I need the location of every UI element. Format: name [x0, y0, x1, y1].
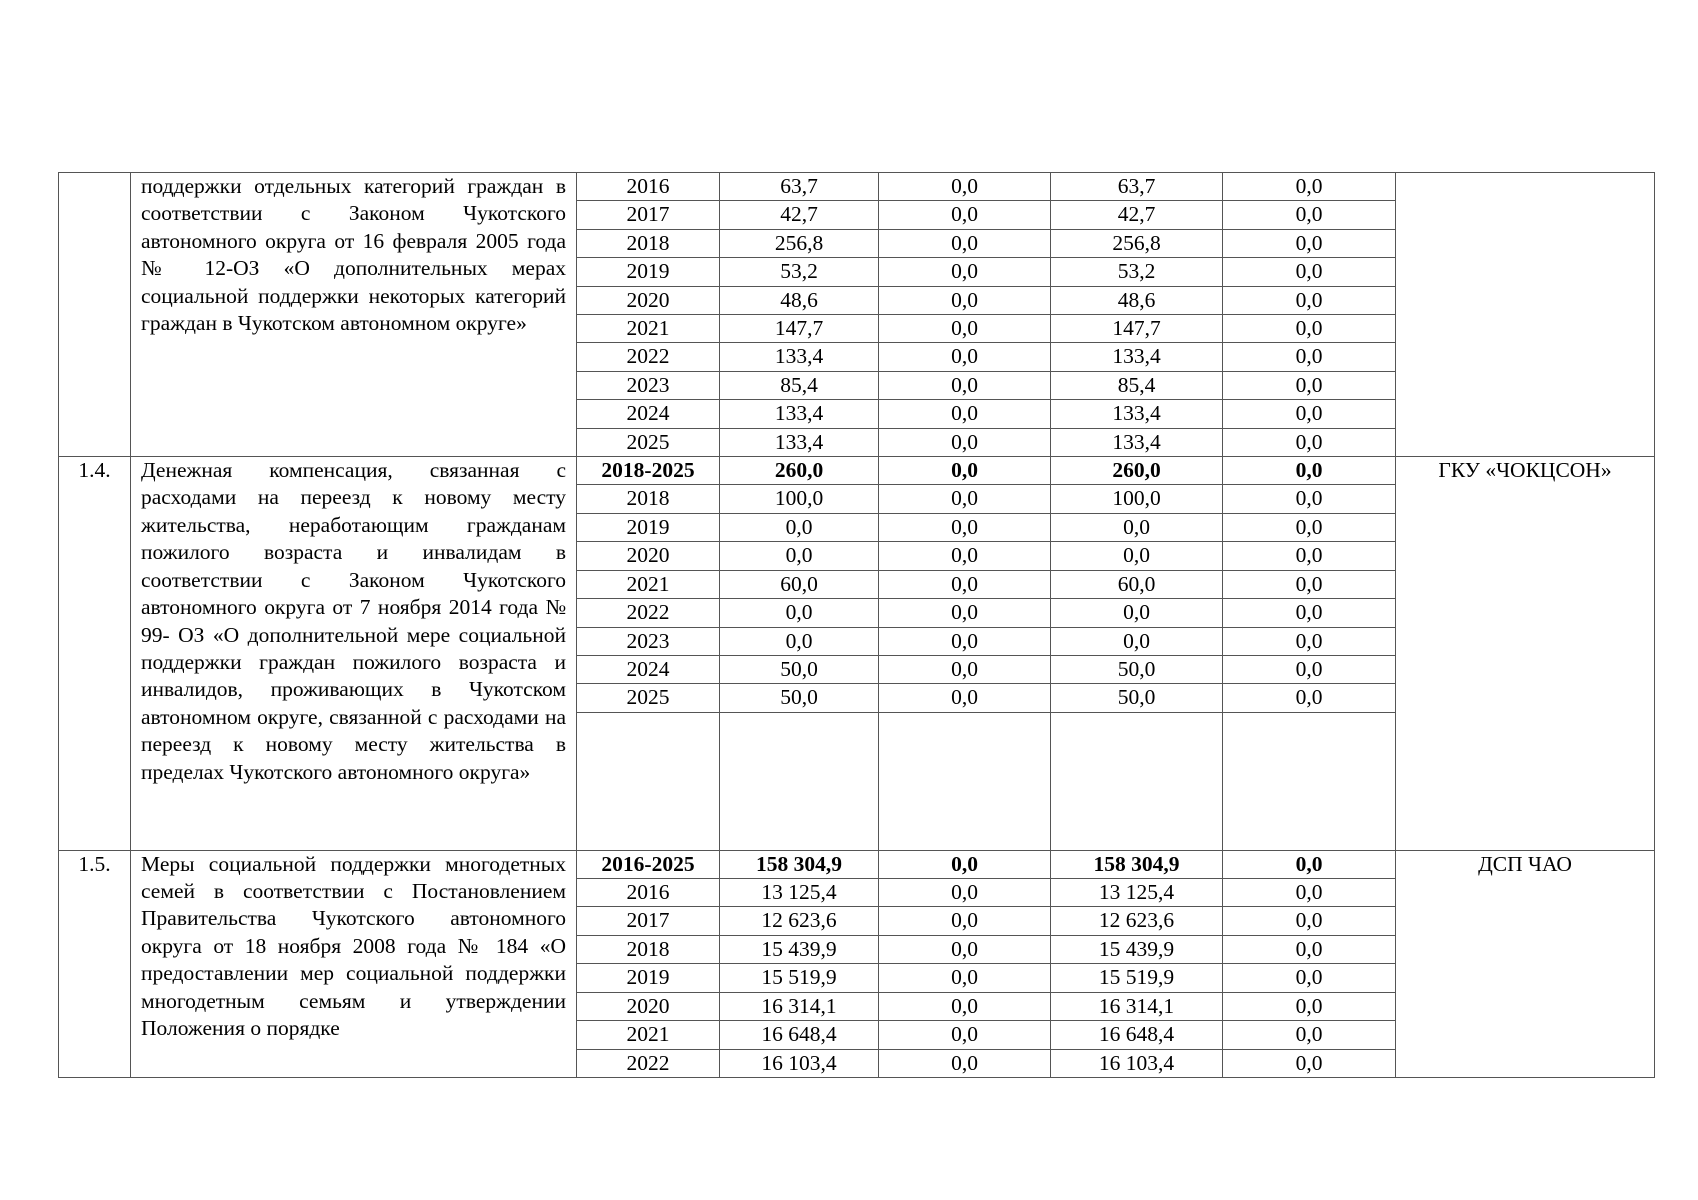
year-cell: 2024: [577, 655, 720, 683]
responsible-executor: ГКУ «ЧОКЦСОН»: [1396, 457, 1655, 851]
year-cell: 2018-2025: [577, 457, 720, 485]
regional-cell: 0,0: [1051, 627, 1223, 655]
regional-cell: 158 304,9: [1051, 850, 1223, 878]
empty-cell: [577, 740, 720, 767]
total-cell: 16 103,4: [720, 1049, 879, 1077]
total-cell: 147,7: [720, 315, 879, 343]
federal-cell: 0,0: [879, 935, 1051, 963]
section-description: Меры социальной поддержки многодетных семей в соответствии с Постановлением Правительства Чукотского автономного округа от 18 ноября 2008 года № 184 «О предоставлении мер социальной поддержки многодетным семьям и утверждении Положения о порядке: [131, 850, 577, 1077]
federal-cell: 0,0: [879, 400, 1051, 428]
year-cell: 2019: [577, 258, 720, 286]
federal-cell: 0,0: [879, 315, 1051, 343]
federal-cell: 0,0: [879, 513, 1051, 541]
year-cell: 2025: [577, 428, 720, 456]
federal-cell: 0,0: [879, 655, 1051, 683]
regional-cell: 0,0: [1051, 542, 1223, 570]
total-cell: 60,0: [720, 570, 879, 598]
regional-cell: 133,4: [1051, 343, 1223, 371]
year-cell: 2016: [577, 173, 720, 201]
federal-cell: 0,0: [879, 907, 1051, 935]
total-cell: 53,2: [720, 258, 879, 286]
other-cell: 0,0: [1223, 485, 1396, 513]
federal-cell: 0,0: [879, 286, 1051, 314]
empty-cell: [879, 822, 1051, 850]
year-cell: 2021: [577, 315, 720, 343]
year-cell: 2022: [577, 343, 720, 371]
regional-cell: 53,2: [1051, 258, 1223, 286]
other-cell: 0,0: [1223, 850, 1396, 878]
other-cell: 0,0: [1223, 1049, 1396, 1077]
year-cell: 2018: [577, 485, 720, 513]
empty-cell: [1051, 795, 1223, 822]
empty-cell: [1223, 712, 1396, 740]
empty-cell: [720, 822, 879, 850]
year-cell: 2022: [577, 1049, 720, 1077]
section-description: Денежная компенсация, связанная с расходами на переезд к новому месту жительства, неработающим гражданам пожилого возраста и инвалидам в соответствии с Законом Чукотского автономного округа от 7 ноября 2014 года № 99- ОЗ «О дополнительной мере социальной поддержки граждан пожилого возраста и инвалидов, проживающих в Чукотском автономном округе, связанной с расходами на переезд к новому месту жительства в пределах Чукотского автономного округа»: [131, 457, 577, 851]
regional-cell: 63,7: [1051, 173, 1223, 201]
responsible-executor: [1396, 173, 1655, 457]
federal-cell: 0,0: [879, 627, 1051, 655]
federal-cell: 0,0: [879, 457, 1051, 485]
table-row: [59, 173, 1655, 201]
other-cell: 0,0: [1223, 1021, 1396, 1049]
other-cell: 0,0: [1223, 684, 1396, 712]
year-cell: 2022: [577, 599, 720, 627]
year-cell: 2017: [577, 201, 720, 229]
year-cell: 2023: [577, 371, 720, 399]
section-number: 1.5.: [59, 850, 131, 1077]
federal-cell: 0,0: [879, 992, 1051, 1020]
regional-cell: 100,0: [1051, 485, 1223, 513]
empty-cell: [1223, 822, 1396, 850]
other-cell: 0,0: [1223, 655, 1396, 683]
empty-cell: [720, 712, 879, 740]
total-cell: 63,7: [720, 173, 879, 201]
other-cell: 0,0: [1223, 400, 1396, 428]
regional-cell: 16 103,4: [1051, 1049, 1223, 1077]
year-cell: 2018: [577, 935, 720, 963]
year-cell: 2020: [577, 286, 720, 314]
regional-cell: 256,8: [1051, 229, 1223, 257]
year-cell: 2023: [577, 627, 720, 655]
empty-cell: [879, 740, 1051, 767]
year-cell: 2019: [577, 964, 720, 992]
other-cell: 0,0: [1223, 201, 1396, 229]
other-cell: 0,0: [1223, 229, 1396, 257]
total-cell: 158 304,9: [720, 850, 879, 878]
empty-cell: [720, 740, 879, 767]
empty-cell: [1223, 768, 1396, 795]
total-cell: 15 439,9: [720, 935, 879, 963]
other-cell: 0,0: [1223, 992, 1396, 1020]
other-cell: 0,0: [1223, 286, 1396, 314]
regional-cell: 48,6: [1051, 286, 1223, 314]
empty-cell: [1051, 768, 1223, 795]
empty-cell: [720, 768, 879, 795]
year-cell: 2016-2025: [577, 850, 720, 878]
empty-cell: [879, 795, 1051, 822]
section-number: [59, 173, 131, 457]
regional-cell: 85,4: [1051, 371, 1223, 399]
federal-cell: 0,0: [879, 343, 1051, 371]
total-cell: 0,0: [720, 542, 879, 570]
total-cell: 133,4: [720, 343, 879, 371]
total-cell: 15 519,9: [720, 964, 879, 992]
other-cell: 0,0: [1223, 599, 1396, 627]
total-cell: 48,6: [720, 286, 879, 314]
other-cell: 0,0: [1223, 879, 1396, 907]
empty-cell: [1051, 822, 1223, 850]
funding-table: [58, 172, 1655, 1078]
empty-cell: [577, 822, 720, 850]
federal-cell: 0,0: [879, 485, 1051, 513]
total-cell: 0,0: [720, 513, 879, 541]
empty-cell: [1051, 712, 1223, 740]
federal-cell: 0,0: [879, 570, 1051, 598]
total-cell: 13 125,4: [720, 879, 879, 907]
total-cell: 42,7: [720, 201, 879, 229]
federal-cell: 0,0: [879, 1049, 1051, 1077]
other-cell: 0,0: [1223, 173, 1396, 201]
year-cell: 2021: [577, 1021, 720, 1049]
regional-cell: 50,0: [1051, 684, 1223, 712]
other-cell: 0,0: [1223, 371, 1396, 399]
total-cell: 16 648,4: [720, 1021, 879, 1049]
empty-cell: [1051, 740, 1223, 767]
federal-cell: 0,0: [879, 258, 1051, 286]
empty-cell: [577, 712, 720, 740]
responsible-executor: ДСП ЧАО: [1396, 850, 1655, 1077]
regional-cell: 13 125,4: [1051, 879, 1223, 907]
total-cell: 12 623,6: [720, 907, 879, 935]
other-cell: 0,0: [1223, 542, 1396, 570]
regional-cell: 0,0: [1051, 513, 1223, 541]
total-cell: 133,4: [720, 428, 879, 456]
total-cell: 0,0: [720, 627, 879, 655]
empty-cell: [577, 795, 720, 822]
total-cell: 256,8: [720, 229, 879, 257]
regional-cell: 15 519,9: [1051, 964, 1223, 992]
federal-cell: 0,0: [879, 964, 1051, 992]
federal-cell: 0,0: [879, 599, 1051, 627]
regional-cell: 50,0: [1051, 655, 1223, 683]
total-cell: 50,0: [720, 684, 879, 712]
regional-cell: 0,0: [1051, 599, 1223, 627]
other-cell: 0,0: [1223, 457, 1396, 485]
year-cell: 2019: [577, 513, 720, 541]
other-cell: 0,0: [1223, 428, 1396, 456]
table-row: [59, 457, 1655, 485]
regional-cell: 260,0: [1051, 457, 1223, 485]
empty-cell: [1223, 795, 1396, 822]
federal-cell: 0,0: [879, 879, 1051, 907]
federal-cell: 0,0: [879, 229, 1051, 257]
year-cell: 2020: [577, 992, 720, 1020]
year-cell: 2020: [577, 542, 720, 570]
empty-cell: [879, 712, 1051, 740]
empty-cell: [720, 795, 879, 822]
regional-cell: 60,0: [1051, 570, 1223, 598]
regional-cell: 133,4: [1051, 428, 1223, 456]
federal-cell: 0,0: [879, 684, 1051, 712]
year-cell: 2017: [577, 907, 720, 935]
year-cell: 2021: [577, 570, 720, 598]
other-cell: 0,0: [1223, 513, 1396, 541]
regional-cell: 147,7: [1051, 315, 1223, 343]
federal-cell: 0,0: [879, 1021, 1051, 1049]
other-cell: 0,0: [1223, 570, 1396, 598]
year-cell: 2018: [577, 229, 720, 257]
federal-cell: 0,0: [879, 428, 1051, 456]
regional-cell: 12 623,6: [1051, 907, 1223, 935]
total-cell: 85,4: [720, 371, 879, 399]
federal-cell: 0,0: [879, 201, 1051, 229]
regional-cell: 16 648,4: [1051, 1021, 1223, 1049]
federal-cell: 0,0: [879, 371, 1051, 399]
regional-cell: 16 314,1: [1051, 992, 1223, 1020]
other-cell: 0,0: [1223, 315, 1396, 343]
total-cell: 260,0: [720, 457, 879, 485]
empty-cell: [879, 768, 1051, 795]
federal-cell: 0,0: [879, 173, 1051, 201]
total-cell: 0,0: [720, 599, 879, 627]
federal-cell: 0,0: [879, 850, 1051, 878]
other-cell: 0,0: [1223, 343, 1396, 371]
section-description: поддержки отдельных категорий граждан в соответствии с Законом Чукотского автономного округа от 16 февраля 2005 года № 12-ОЗ «О дополнительных мерах социальной поддержки некоторых категорий граждан в Чукотском автономном округе»: [131, 173, 577, 457]
total-cell: 133,4: [720, 400, 879, 428]
empty-cell: [577, 768, 720, 795]
regional-cell: 15 439,9: [1051, 935, 1223, 963]
other-cell: 0,0: [1223, 907, 1396, 935]
other-cell: 0,0: [1223, 964, 1396, 992]
year-cell: 2024: [577, 400, 720, 428]
year-cell: 2025: [577, 684, 720, 712]
regional-cell: 42,7: [1051, 201, 1223, 229]
other-cell: 0,0: [1223, 935, 1396, 963]
total-cell: 100,0: [720, 485, 879, 513]
section-number: 1.4.: [59, 457, 131, 851]
empty-cell: [1223, 740, 1396, 767]
year-cell: 2016: [577, 879, 720, 907]
total-cell: 16 314,1: [720, 992, 879, 1020]
federal-cell: 0,0: [879, 542, 1051, 570]
other-cell: 0,0: [1223, 258, 1396, 286]
total-cell: 50,0: [720, 655, 879, 683]
table-row: [59, 850, 1655, 878]
regional-cell: 133,4: [1051, 400, 1223, 428]
other-cell: 0,0: [1223, 627, 1396, 655]
